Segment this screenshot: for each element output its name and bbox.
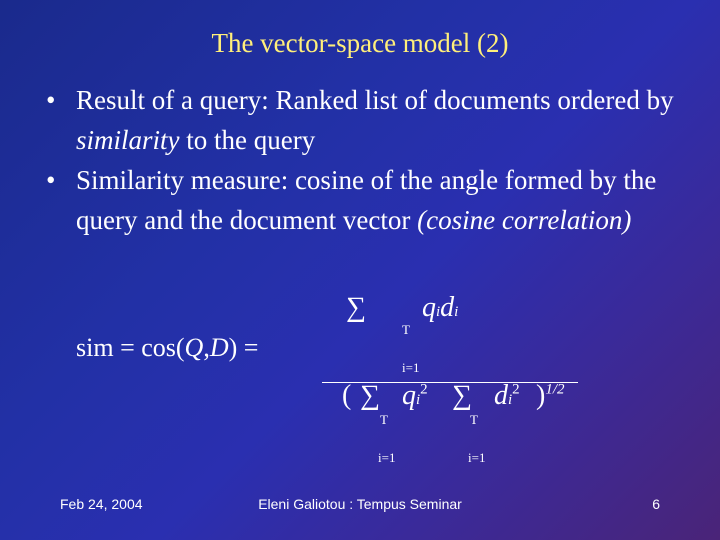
den-d: d xyxy=(494,380,508,411)
bullet-dot: • xyxy=(46,85,56,115)
footer-author: Eleni Galiotou : Tempus Seminar xyxy=(258,496,462,512)
den-d-sup: 2 xyxy=(512,381,520,398)
den-exponent: 1/2 xyxy=(545,381,565,398)
bullet-dot: • xyxy=(46,165,56,195)
footer-date: Feb 24, 2004 xyxy=(60,496,143,512)
denominator-lower-limit-1: i=1 xyxy=(378,450,396,465)
denominator-q-term xyxy=(402,380,428,412)
num-q: q xyxy=(422,292,436,323)
bullet-emphasis: similarity xyxy=(76,125,180,155)
numerator-lower-limit: i=1 xyxy=(402,360,420,375)
denominator-open-paren: ( xyxy=(342,380,352,411)
denominator-sigma-q: ∑ xyxy=(360,380,380,411)
lhs-d: D xyxy=(209,333,229,362)
den-d-sub: i xyxy=(508,392,513,408)
num-d: d xyxy=(440,292,455,323)
lhs-q: Q xyxy=(184,333,204,362)
denominator-lower-limit-2: i=1 xyxy=(468,450,486,465)
formula-lhs xyxy=(76,333,258,363)
num-d-sub: i xyxy=(454,304,459,320)
num-q-sub: i xyxy=(436,304,441,320)
footer-page-number: 6 xyxy=(652,496,660,512)
denominator-upper-limit-2: T xyxy=(470,412,478,427)
den-q-sup: 2 xyxy=(420,381,428,398)
slide-title: The vector-space model (2) xyxy=(211,28,509,58)
denominator-d-term xyxy=(494,380,520,412)
bullet-emphasis: (cosine correlation) xyxy=(417,205,632,235)
lhs-suffix: ) = xyxy=(228,333,259,362)
den-q: q xyxy=(402,380,416,411)
numerator-sigma: ∑ xyxy=(346,292,366,323)
bullet-text: Similarity measure: cosine of the angle formed by the query and the document vector xyxy=(76,165,657,235)
lhs-prefix: sim = cos( xyxy=(76,333,185,362)
den-q-sub: i xyxy=(416,392,421,408)
numerator-term xyxy=(422,292,458,324)
lhs-comma: , xyxy=(203,333,210,362)
denominator-upper-limit-1: T xyxy=(380,412,388,427)
denominator-close-paren xyxy=(536,380,565,412)
bullet-text: to the query xyxy=(179,125,316,155)
bullet-text: Result of a query: Ranked list of documents ordered by xyxy=(76,85,674,115)
denominator-sigma-d: ∑ xyxy=(452,380,472,411)
numerator-upper-limit: T xyxy=(402,322,410,337)
den-close: ) xyxy=(536,380,546,411)
